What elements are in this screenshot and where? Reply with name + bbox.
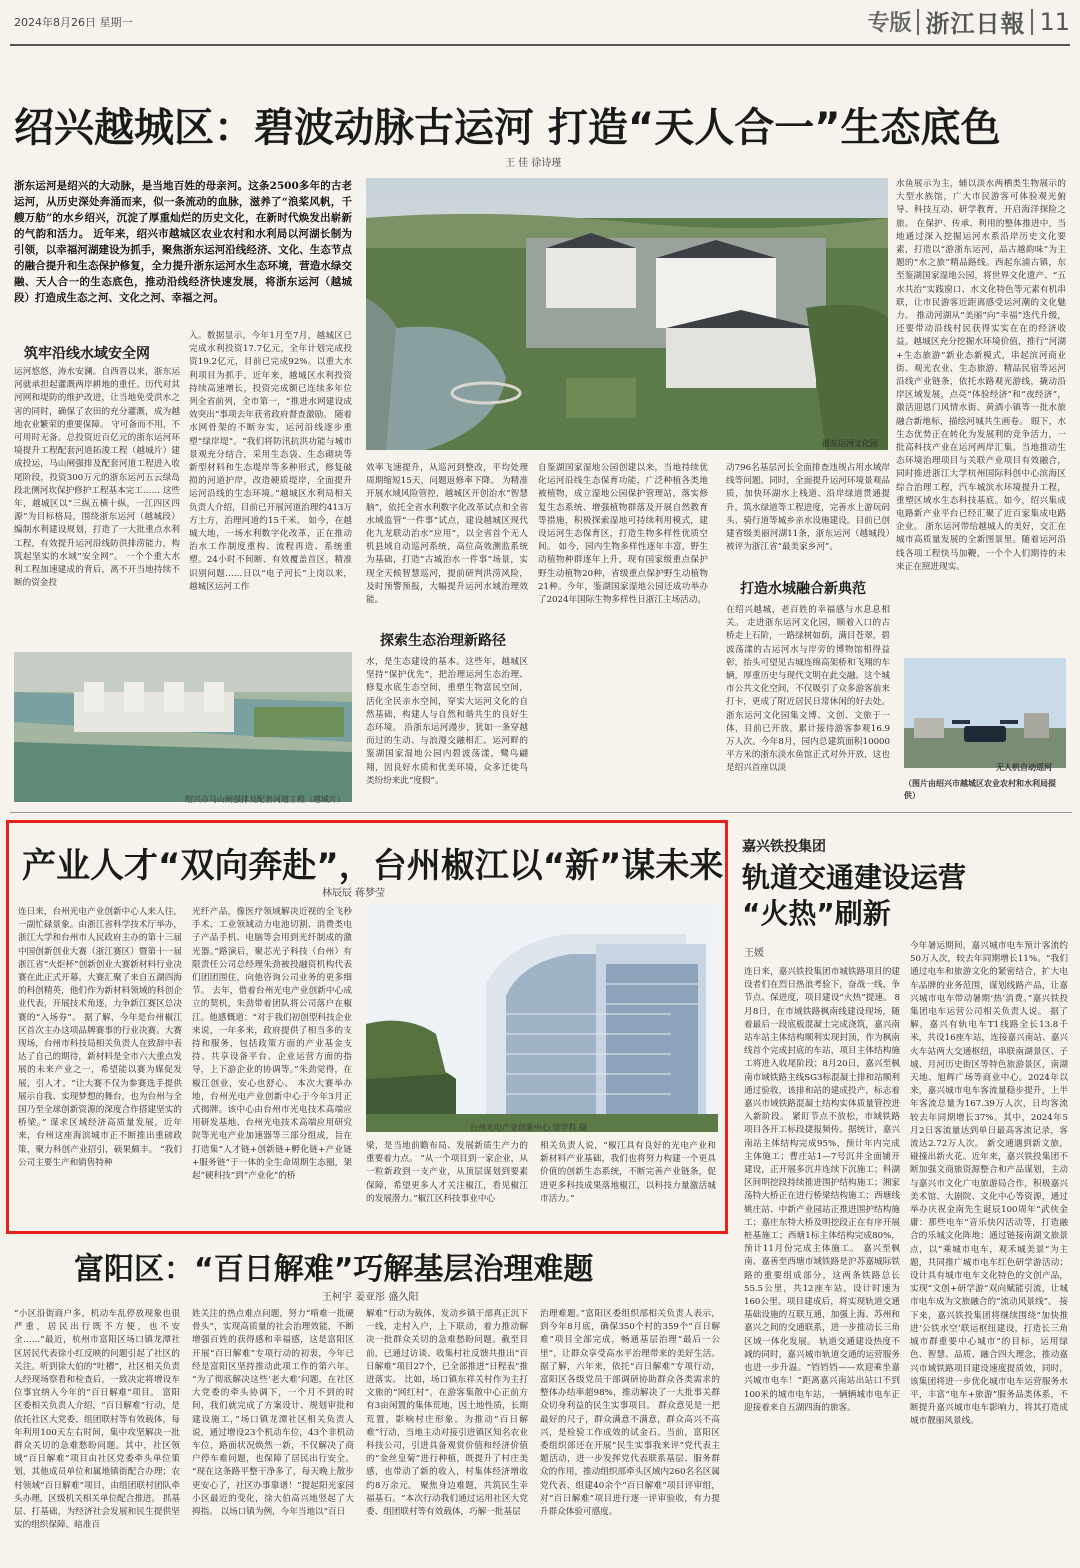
story1-subhead-1: 筑牢沿线水域安全网: [24, 346, 150, 362]
story1-subhead-2: 探索生态治理新路径: [380, 633, 506, 649]
sluice-caption: 绍兴市马山闸强排及配套河道工程（越城片）: [185, 795, 345, 804]
drone-photo: [904, 658, 1066, 768]
optoelectronics-center-photo: [366, 904, 718, 1132]
story4-byline: 王柯宇 姜亚彤 盛久阳: [322, 1292, 419, 1303]
story4-column-1: “小区沿街商户多，机动车乱停放现象也很严重，居民出行既不方便，也不安全……”最近，杭州市富阳区场口镇龙潭社区居民代表徐小红反映的问题引起了社区的关注。听到徐大伯的“吐槽”，社区相关负责人经现场察看和检查后，一致决定将增设车位事宜纳入今年的“百日解难”项目。 富阳区委相关负责人介绍，“百日解难”行动，是依托社区大党委、组团联村等有效载体，每年利用100天左右时间，集中攻坚解决一批群众关切的急难愁盼问题。其中，社区领域“百日解难”项目由社区党委牵头单位策划，其他成员单位和属地镇街配合办理；农村领域“百日解难”项目，由组团联村团队牵头办理，区级机关相关单位配合推进。 抓基层、打基础，为经济社会发展和民生提供坚实的组织保障。暗准百: [14, 1309, 180, 1531]
story1-subhead-3: 打造水城融合新典范: [740, 581, 866, 597]
drone-caption: 无人机自动巡河: [996, 763, 1052, 772]
story3-column-1: 连日来，嘉兴铁投集团市城铁路项目的建设者们在烈日热浪考验下，奋战一线，争节点、保进度，项目建设“火热”提速。 8月8日，在市域铁路枫南线建设现场，随着最后一段底板混凝土完成浇筑，嘉兴南站车站主体结构顺利实现封顶，作为枫南线首个完成封底的车站，项目主体结构施工将进入收尾阶段；8月20日，嘉兴至枫南市域铁路主线SG3标混凝土排和站顺利通过验收，该排和站的建成投产，标志着嘉兴市域铁路混凝土结构实体质量管控进入新阶段。 紧盯节点不放松，市域铁路项目各开工标段捷报频传。据统计，嘉兴南站主体结构完成95%，预计年内完成主体施工；曹庄站1—7号沉井全面铺开建设，正开展多沉井连续下沉施工；科湖区间明挖段持续推进围护结构施工；湘家荡特大桥正在进行桥梁结构施工；西塘线姚庄站、中新产业园站正推进围护结构施工；嘉庄东特大桥及明挖段正在有序开展桩基施工；西塘1标主体结构完成80%，预计11月份完成主体施工。 嘉兴至枫南、嘉善至西塘市域铁路是沪苏嘉城际铁路的重要组成部分，这两条铁路总长55.5公里，共12座车站，设计时速为160公里。项目建成后，将实现轨道交通基础设施的互联互通，加强上海、苏州和嘉兴之间的交通联系，进一步推动长三角区域一体化发展。 轨道交通建设热度不减的同时，嘉兴城市轨道交通的运营服务也进一步升温。“铛铛铛——欢迎乘坐嘉兴城市电车！”距离嘉兴南站出站口不到100米的城市电车站，一辆辆城市电车正迎接着来自五湖四海的旅客。: [744, 967, 900, 1413]
story1-column-6: 水鱼展示为主，辅以淡水两栖类生物展示的大型水族馆，广大市民游客可体验观光俯导、科技互动、研学教育，开启海洋探险之旅。 在保护、传承、利用的整体推进中，当地通过深入挖掘运河水系沿岸历史文化要素，打造以“游浙东运河，品古越韵味”为主题的“水之旅”精品路线。西起东浦古镇，东至鉴湖国家湿地公园，将世界文化遗产、“五水共治”实践窗口、水文化特色等元素有机串联，让市民游客近距离感受运河潮的文化魅力。 推动河湖从“美丽”向“幸福”迭代升级，还要带动沿线村民获得实实在在的经济收益。越城区充分挖掘水环境价值，推行“河湖+生态旅游”新业态新模式，串起滨河商业街、观光农业、生态旅游、精品民宿等运河沿线产业链条，依托水路观光游线，撬动沿岸区域发展，点亮“体验经济”和“夜经济”，激活迎恩门风情水街、黄酒小镇等一批水旅融合新地标，描绘河城共生画卷。 眼下，水生态优势正在转化为发展利的竞争活力，一批高科技产业在运河两岸汇集。当地推动生态环境治理项目与关联产业项目有效融合，同时推进浙江大学杭州国际科创中心滨海区综合治理工程，汽车城滨水环境提升工程，重塑区域水生态科技基底。如今，绍兴集成电路新产业平台已经汇聚了近百家集成电路企业。 浙东运河带给越城人的美好，交汇在城市高质量发展的全新图景里。随着运河沿线各项工程快马加鞭，一个个人们期待的未来正在照进现实。: [896, 179, 1066, 572]
story4-column-2: 姓关注的热点难点问题，努力“啃难一批硬骨头”，实现高质量的社会治理效能，不断增强百姓的获得感和幸福感，这是富阳区开展“百日解难”专项行动的初衷，今年已经是富阳区坚持推动此项工作的第六年。 “为了彻底解决这些‘老大难’问题，在社区大党委的牵头协调下，一个月不到的时间，我们就完成了方案设计、规划审批和建设施工，”场口镇龙潭社区相关负责人说，通过增设23个机动车位，43个非机动车位，路面状况焕然一新，不仅解决了商户停车难问题，也保障了居民出行安全。 “现在这条路平整干净多了，每天晚上散步更安心了，社区办事靠谱！”提起阳光家园小区最近的变化，徐大伯高兴地竖起了大拇指。 以场口镇为例，今年当地以“百日: [192, 1309, 354, 1518]
story3-column-2: 今年暑运期间，嘉兴城市电车预计客流约50万人次，较去年同期增长11%。“我们通过电车和旅游文化的紧密结合，扩大电车品牌的业务范围，谋划线路产品，让嘉兴城市电车带动暑期‘热’消费。”嘉兴铁投集团电车运营公司相关负责人说。 据了解，嘉兴有轨电车T1线路全长13.8千米，共设16座车站，连接嘉兴南站、嘉兴火车站两大交通枢纽，串联南湖景区、子城、月河历史街区等特色旅游景区，南湖天地、旭辉广场等商业中心。2024年以来，嘉兴城市电车客流量稳步提升，上半年客流总量为167.39万人次，日均客流较去年同期增长37%。其中，2024年5月2日客流量达到单日最高客流记录，客流达2.72万人次。 新交通遇到新文旅，碰撞出新火花。近年来，嘉兴铁投集团不断加强文商旅资源整合和产品谋划，主动与嘉兴市文化广电旅游局合作，积极嘉兴美术馆、大剧院、文化中心等资源，通过举办庆祝金南先生诞辰100周年“武侠金庸：那些电车”音乐快闪活动等，打造融合的乐城文化阵地；通过链接南湖文旅景点，以“乘城市电车，观禾城美景”为主题，共同推广城市电车红色研学游活动；设计具有城市电车文化特色的文创产品，实现“文创+研学游”双向赋能引流，让城市电车成为文旅融合的“流动风景线”。 接下来，嘉兴铁投集团将继续围绕“加快推进‘公铁水空’联运枢纽建设，打造长三角城市群重要中心城市”的目标，运用绿色、智慧、品质、融合四大理念，推动嘉兴市域铁路项目建设速度提质效，同时，该集团将进一步优化城市电车运营服务水平，丰富“电车+旅游”服务品类体系，不断提升嘉兴城市电车影响力，将其打造成城市靓丽风景线。: [910, 941, 1068, 1427]
story2-column-2: 光纤产品，像医疗领域解决近视的全飞秒手术、工业领域动力电池切割、消费类电子产品手机、电脑等会用到光纤制成的激光器。”路演后，聚芯光子科技（台州）有限责任公司总经理朱劲被投融资机构代表们团团围住，向他咨询公司业务的更多细节。 去年，借着台州光电产业创新中心成立的契机，朱劲带着团队将公司落户在椒江。他感慨道：“对于我们初创型科技企业来说，一年多来，政府提供了相当多的支持和服务，包括政策方面的产业基金支持、共享设备平台、企业运营方面的指导，上下游企业的协调等。”朱劲觉得，在椒江创业，安心也舒心。 本次大赛举办地，台州光电产业创新中心于今年3月正式揭牌。该中心由台州市光电技术高端应用研发基地、台州光电技术高端应用研究院等光电产业加速器等三部分组成，旨在打造集“人才链+创新链+孵化链+产业链+服务链”于一体的全生命周期生态圈，架起“硬科技”到“产业化”的桥: [192, 907, 352, 1182]
story1-byline: 王 佳 徐诗瑾: [505, 158, 562, 169]
masthead: [867, 4, 1070, 39]
optoelectronics-caption: 台州光电产业创新中心 徐学科 摄: [470, 1123, 588, 1132]
canal-park-caption: 浙东运河文化园: [822, 439, 878, 448]
story1-column-3b: 水，是生态建设的基本。这些年，越城区坚持“保护优先”，把治理运河生态治理、修复水底生态空间，重塑生物富民空间，活化全民亲水空间，穿实大运河文化的自然基础，构建人与自然和谐共生的良好生态环境。 沿浙东运河漫步，犹如一条穿越而过的生动、与浪漫交融相汇。运河畔的鉴湖国家湿地公园内碧波荡漾，鹭鸟翩翔，因良好水质和优美环境，众多迁徙鸟类纷纷来此“度假”。: [366, 657, 528, 786]
story3-headline-line2: “火热”刷新: [742, 897, 891, 930]
story1-column-1: 运河悠悠，涛水安澜。自西晋以来，浙东运河就承担起灌溉两岸耕地的重任。历代对其河网和堤防的维护改进，让当地免受洪水之害的同时，确保了农田的充分灌溉，成为越地农业繁荣的重要保障。 守可备而不用，不可用时无备。总投资近百亿元的浙东运河环境提升工程配套河道拓浚工程（越城片）建成投运，马山闸强排及配套河道工程进入收尾阶段，投资300万元的浙东运河五云绿岛段北侧河坎保护修护工程基本完工…… 这些年，越城区以“三纵五横十纵，一江四区四源”为目标格局，围绕浙东运河（越城段）编制水利建设规划，打造了一大批重点水利工程，有效提升运河沿线防洪排涝能力，构筑起坚实的水域“安全网”。 一个个重大水利工程加速建成的背后，离不开当地持续不断的资金投: [14, 367, 180, 589]
canal-park-photo: [366, 178, 888, 450]
story1-column-5: 动796名基层河长全面排查违规占用水域岸线等问题。同时，全面提升运河环境景观品质，加快环湖水上栈道、沿岸绿道贯通提升，筑水绿道等工程进度，完善水上游玩码头、骑行道等城乡亲水设施建设。目前已创建省级美丽河湖11条，浙东运河（越城段）被评为浙江省“最美家乡河”。: [726, 463, 890, 553]
story2-column-1: 连日来，台州光电产业创新中心人来人往，一副忙碌景象。由浙江省科学技术厅举办，浙江大学和台州市人民政府主办的第十三届中国创新创业大赛（浙江赛区）暨第十一届浙江省“火炬杯”创新创业大赛新材料行业决赛在此正式开幕。大赛汇聚了来自五湖四海的科创精英，他们作为新材料领域的科创企业代表，开展技术角逐，力争新江赛区总决赛的“入场券”。 据了解，今年是台州椒江区首次主办这项品牌赛事的行业决赛。大赛现场，台州市科技局相关负责人在致辞中表达了自己的期待，新材料是全市六大重点发展的未来产业之一，希望能以赛为媒促发展，引人才。“让大赛不仅为参赛选手提供展示自我、实现梦想的舞台，也为台州与全国乃至全球创新资源的深度合作搭建坚实的桥梁。” 谋求区域经济高质量发展，近年来，台州这座海滨城市正不断推出重磅政策，聚力科创产业招引，硕果颇丰。 “我们公司主要生产和销售特种: [18, 907, 182, 1168]
newspaper-logo: 浙江日報: [925, 9, 1026, 38]
page-number: 11: [1039, 7, 1070, 36]
masthead-divider: [917, 9, 919, 35]
section-label: 专版: [867, 11, 912, 36]
story2-byline: 林辰辰 蒋梦莹: [322, 888, 386, 899]
story2-column-3: 梁，是当地前瞻布局、发展新质生产力的重要着力点。 “从一个项目到一家企业，从一粒新政到一支产业，从顶层谋划到要素保障，希望更多人才关注椒江，看见椒江的发展潜力。”椒江区科技事业中心: [366, 1141, 528, 1204]
sluice-photo: [14, 652, 352, 802]
story1-column-3: 效率飞速提升，从巡河到整改，平均处理周期缩短15天，问题返修率下降。 为精准开展水域风险管控，越城区开创治水“智慧脑”，依托全省水利数字化改革试点和全省水域监管“一件事”试点，建设越城区现代化九龙联动治水“应用”，以全省首个无人机县域自动巡河系统，高位高效测监系统为基础，打造“古城治水一件事”场景，实现全天候智慧巡河，提前研判洪涝风险，及时预警预报，大幅提升运河水域治理效能。: [366, 463, 528, 606]
story2-column-4: 相关负责人说，“椒江具有良好的光电产业和新材料产业基础，我们也将努力构建一个更具价值的创新生态系统，不断完善产业链条，促进更多科技成果落地椒江，以科技力量激活城市活力。”: [540, 1141, 716, 1204]
header-rule: [10, 44, 1070, 46]
story1-column-4: 自鉴湖国家湿地公园创建以来，当地持续优化运河沿线生态保育功能，广泛种植各类地被植物，成立湿地公园保护管理站，落实修复生态系统、增强植物群落及开展自然教育等措施，积极探索湿地可持续利用模式，建设运河生态保育区，打造生物多样性优质空间。 如今，园内生物多样性逐年丰富，野生动植物种群逐年上升，现有国家级重点保护野生动植物20种，省级重点保护野生动植物21种。今年，鉴湖国家湿地公园还成功举办了2024年国际生物多样性日浙江主场活动。: [538, 463, 708, 606]
story3-kicker: 嘉兴铁投集团: [742, 839, 826, 855]
story2-headline: 产业人才“双向奔赴”，台州椒江以“新”谋未来: [22, 846, 724, 886]
story4-headline: 富阳区：“百日解难”巧解基层治理难题: [74, 1252, 594, 1287]
story3-byline: 王媛: [744, 948, 764, 959]
story3-headline-line1: 轨道交通建设运营: [742, 861, 967, 894]
story1-headline: 绍兴越城区：碧波动脉古运河 打造“天人合一”生态底色: [14, 105, 1001, 151]
story4-column-4: 治理难题。”富阳区委组织部相关负责人表示，到今年8月底，确保350个村的359个“百日解难”项目全部完成，畅通基层治理“最后一公里”，让群众享受高水平治理带来的美好生活。据了解，六年来，依托“百日解难”专项行动，富阳区各级党员干部调研协助群众各类需求的整体办结率超98%，推动解决了一大批事关群众切身利益的民生实事项目。 群众意见是一把最好的尺子，群众满意不满意，群众高兴不高兴，是检验工作成效的试金石。当前，富阳区委组织部还在开展“民生实事我来评”党代表主题活动，进一步发挥党代表联系基层、服务群众的作用，推动组织部牵头区域内260名名区属党代表、组建40余个“百日解难”项目评审组，对“百日解难”项目进行逐一评审验收，有力提升群众体验可感度。: [540, 1309, 720, 1518]
story1-column-2: 入。数据显示，今年1月至7月，越城区已完成水利投资17.7亿元，全年计划完成投资19.2亿元，目前已完成92%。以重大水利项目为抓手，近年来，越城区水利投资持续高速增长，投资完成额已连续多年位列全省前列，全市第一，“推进水网建设成效突出”事项去年获省政府督查激励。 随着水网骨架的不断夯实，运河沿线逐步重塑“绿岸堤”。“我们将防汛抗洪功能与城市景观充分结合，采用生态袋、生态砌块等新型材料和生态堤岸等多种形式，修复破损的河道护岸，改造硬质堤岸，全面提升运河沿线的生态环境。”越城区水利局相关负责人介绍，目前已开展河道治理约413万方土方，治理河道约15千米。 如今，在越城大地，一场水利数字化改革，正在推动治水工作制度重构、流程再造、系统重塑。24小时不间断、有效覆盖首区，精准识别问题……日以“电子河长”上岗以来，越城区运河工作: [189, 331, 352, 592]
story1-lead: 浙东运河是绍兴的大动脉，是当地百姓的母亲河。这条2500多年的古老运河，从历史深处奔涌而来，似一条流动的血脉，滋养了“浪桨风帆，千艘万舫”的水乡绍兴，沉淀了厚重灿烂的历史文化，在新时代焕发出崭新的气韵和活力。 近年来，绍兴市越城区农业农村和水利局以河湖长制为引领，以幸福河湖建设为抓手，聚焦浙东运河沿线经济、文化、生态节点的融合提升和生态保护修复，全力提升浙东运河水生态环境，营造水绿交融、天人合一的生态底色，推动沿线经济快速发展，将浙东运河（越城段）打造成生态之河、文化之河、幸福之河。: [14, 180, 352, 304]
story1-column-5b: 在绍兴越城，老百姓的幸福感与水息息相关。 走进浙东运河文化园，顺着入口的古桥走上石阶，一路绿树如荫，满目苍翠，碧波荡漾的古运河水与岸旁的博物馆相得益彰，抬头可望见古城连绵高架桥和飞翔的车辆，厚重历史与现代文明在此交融。这个城市公共文化空间，不仅吸引了众多游客前来打卡，更成了附近居民日常休闲的好去处。 浙东运河文化园集文博、文创、文旅于一体，目前已开放，累计接待游客参观16.9万人次。今年8月，园内总建筑面积10000平方米的浙东淡水鱼馆正式对外开放，这也是绍兴首座以淡: [726, 605, 890, 774]
photo-credit: （图片由绍兴市越城区农业农村和水利局提供）: [904, 779, 1056, 800]
masthead-divider: [1031, 9, 1033, 35]
section-divider: [10, 812, 1072, 813]
story4-column-3: 解难”行动为载体，发动乡镇干部真正沉下一线，走村入户，上下联动，着力推动解决一批群众关切的急难愁盼问题。截至目前，已通过访谈、收集村社反馈共推出“百日解难”项目27个，已全部推进“日程表”推进落实。 比如，场口镇东祥关村作为主打文旅的“网红村”，在游客集散中心正前方有3亩闲置的集体荒地，因土地性质，长期荒置，影响村庄形象。为推动“百日解难”行动，当地主动对接引进镇区知名农业科技公司，引进具备观赏价值和经济价值的“金丝皇菊”进行种植，既提升了村庄美感，也带动了新的收入，村集体经济增收约8万余元。 聚焦身边难题，共筑民生幸福基石。“本次行动我们通过运用社区大党委、组团联村等有效载体，巧解一批基层: [366, 1309, 528, 1518]
issue-date: 2024年8月26日 星期一: [14, 16, 133, 29]
